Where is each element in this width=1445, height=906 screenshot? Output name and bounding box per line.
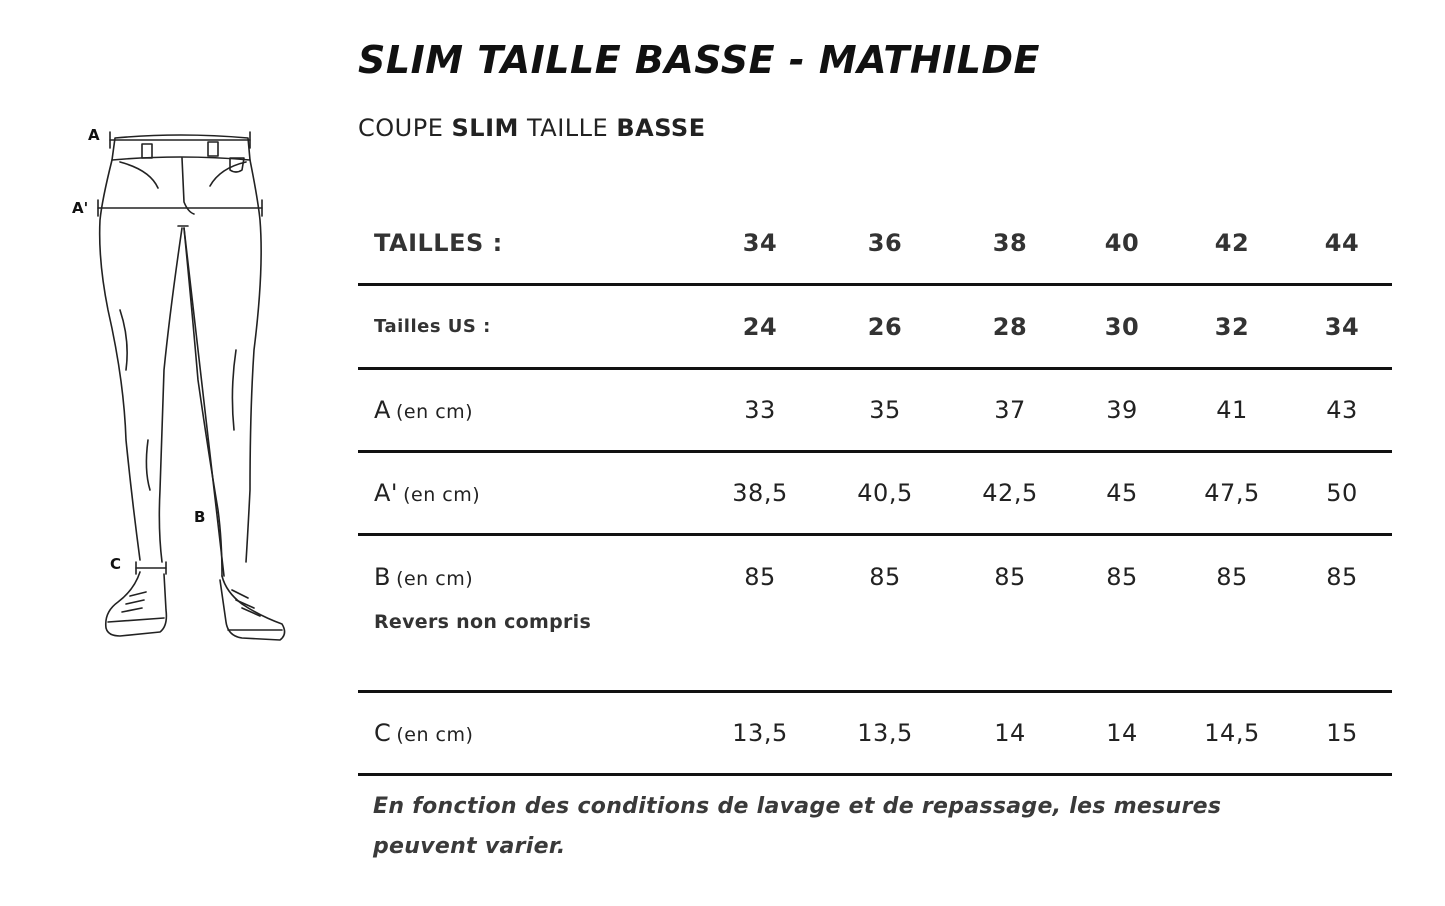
table-cell: 43: [1292, 369, 1392, 452]
table-cell: 14: [948, 692, 1072, 775]
table-cell: 14: [1072, 692, 1172, 775]
row-label: C: [374, 719, 392, 747]
subtitle-part-1: COUPE: [358, 114, 452, 142]
table-cell: 24: [698, 285, 822, 369]
table-cell: 42,5: [948, 452, 1072, 535]
label-a: A: [88, 126, 100, 144]
row-unit: (en cm): [396, 401, 474, 423]
table-cell: 85: [822, 535, 948, 692]
table-cell: 33: [698, 369, 822, 452]
table-cell: 35: [822, 369, 948, 452]
table-row: [358, 452, 1392, 535]
table-cell: 41: [1172, 369, 1292, 452]
table-cell: 85: [698, 535, 822, 692]
table-cell: 85: [1072, 535, 1172, 692]
page-title: SLIM TAILLE BASSE - MATHILDE: [358, 38, 1041, 82]
footnote: En fonction des conditions de lavage et de repassage, les mesures peuvent varier.: [373, 794, 1222, 859]
row-unit: (en cm): [403, 484, 481, 506]
label-b: B: [194, 508, 206, 526]
row-unit: (en cm): [396, 568, 474, 590]
table-header-row: [358, 203, 1392, 285]
jeans-measurement-illustration: [60, 110, 310, 650]
table-row: [358, 285, 1392, 369]
subtitle-part-4: BASSE: [616, 114, 706, 142]
table-cell: 50: [1292, 452, 1392, 535]
row-label: A': [374, 479, 399, 507]
label-c: C: [110, 555, 122, 573]
table-cell: 45: [1072, 452, 1172, 535]
header-cell: 38: [948, 203, 1072, 285]
table-cell: 34: [1292, 285, 1392, 369]
header-cell: 36: [822, 203, 948, 285]
table-cell: 39: [1072, 369, 1172, 452]
table-cell: 13,5: [822, 692, 948, 775]
table-row: [358, 535, 1392, 692]
header-label: TAILLES :: [374, 229, 503, 257]
table-row: [358, 369, 1392, 452]
table-cell: 85: [1172, 535, 1292, 692]
table-cell: 26: [822, 285, 948, 369]
table-cell: 40,5: [822, 452, 948, 535]
table-cell: 38,5: [698, 452, 822, 535]
row-note: Revers non compris: [374, 611, 592, 633]
table-cell: 13,5: [698, 692, 822, 775]
table-cell: 85: [948, 535, 1072, 692]
subtitle: [358, 114, 706, 142]
table-row: [358, 692, 1392, 775]
table-cell: 28: [948, 285, 1072, 369]
table-cell: 37: [948, 369, 1072, 452]
table-cell: 14,5: [1172, 692, 1292, 775]
size-chart-table: [358, 203, 1392, 776]
header-cell: 40: [1072, 203, 1172, 285]
table-cell: 30: [1072, 285, 1172, 369]
subtitle-part-2: SLIM: [451, 114, 519, 142]
table-cell: 47,5: [1172, 452, 1292, 535]
row-unit: (en cm): [396, 724, 474, 746]
table-cell: 32: [1172, 285, 1292, 369]
table-cell: 15: [1292, 692, 1392, 775]
subtitle-part-3: TAILLE: [518, 114, 617, 142]
table-cell: 85: [1292, 535, 1392, 692]
header-cell: 34: [698, 203, 822, 285]
header-cell: 42: [1172, 203, 1292, 285]
row-label: Tailles US :: [374, 316, 491, 337]
label-a-prime: A': [72, 199, 89, 217]
row-label: A: [374, 396, 391, 424]
row-label: B: [374, 563, 391, 591]
header-cell: 44: [1292, 203, 1392, 285]
